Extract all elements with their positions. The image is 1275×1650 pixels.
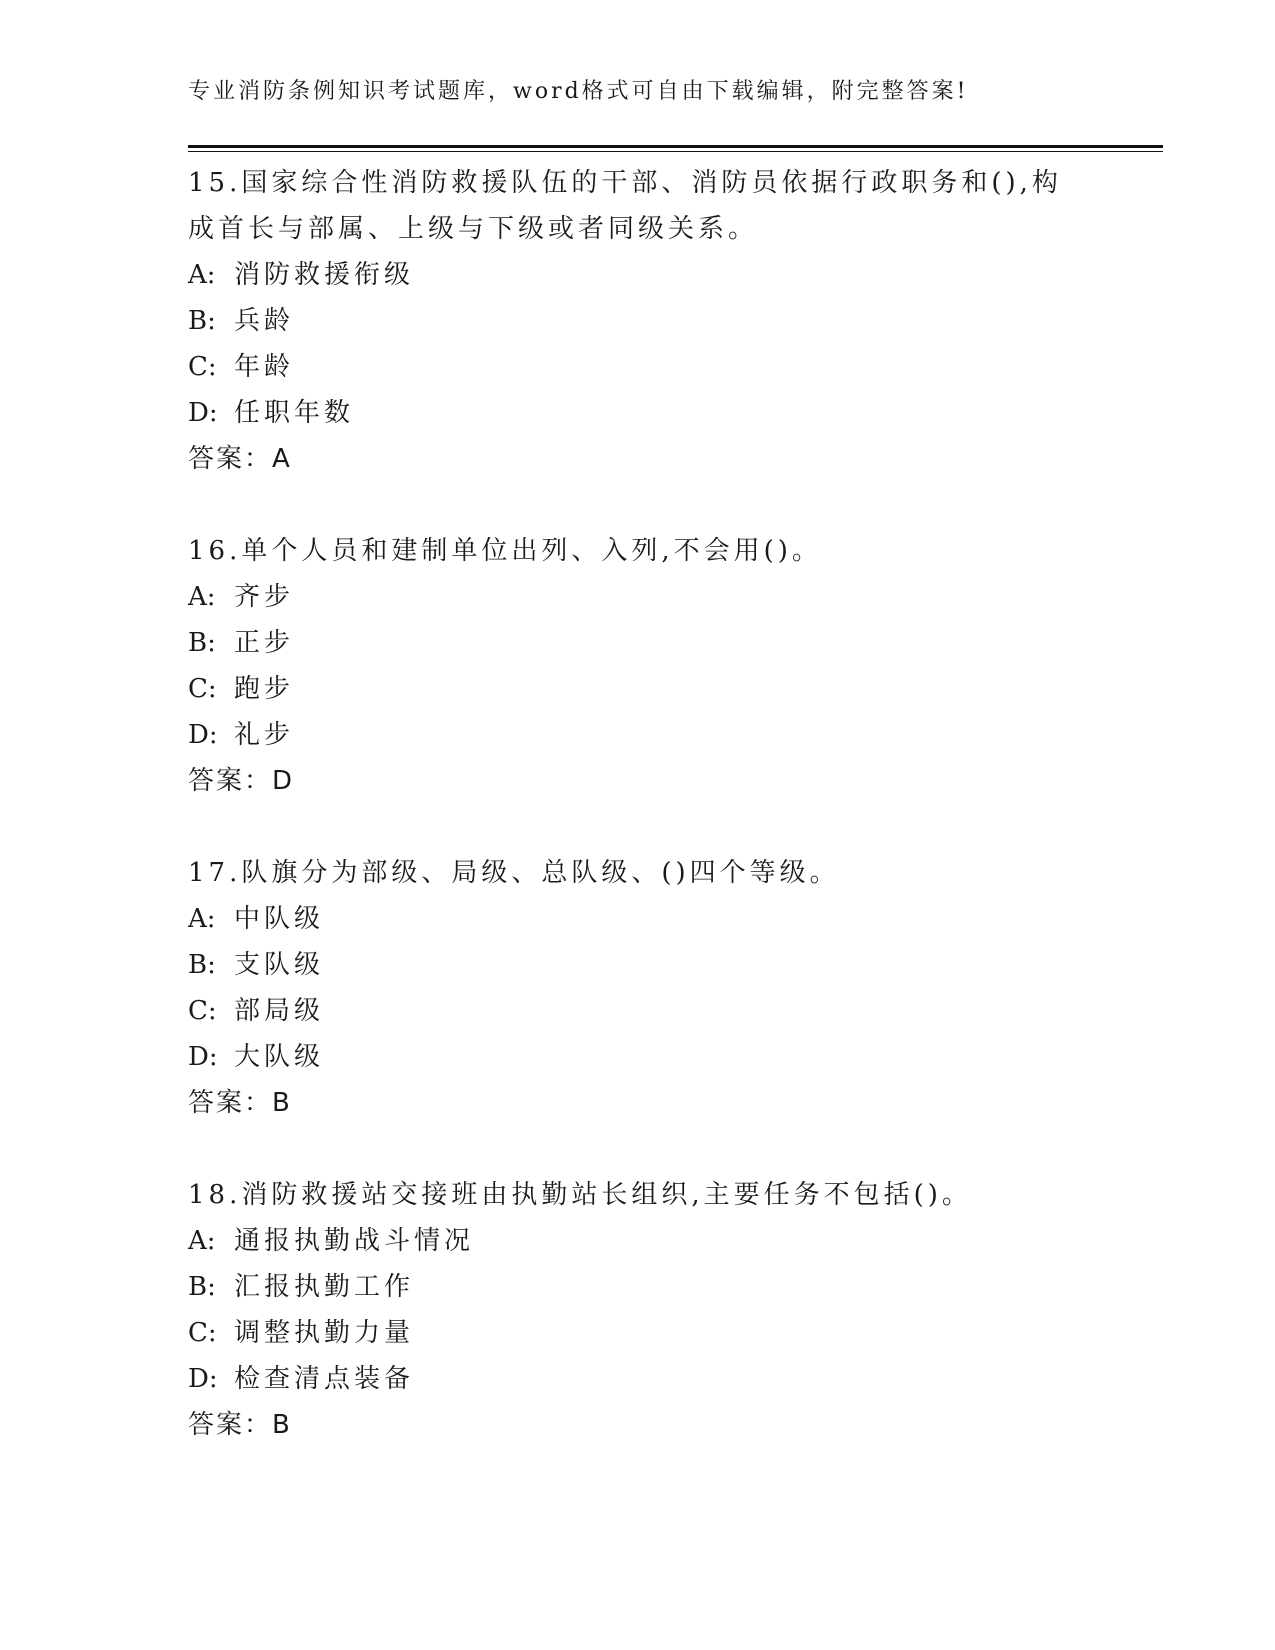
- option-text: 正步: [234, 628, 295, 658]
- answer-line: 答案：A: [188, 444, 292, 474]
- option-b: [188, 1264, 1088, 1310]
- answer-line: 答案：B: [188, 1088, 292, 1118]
- option-letter: D:: [188, 1364, 218, 1394]
- option-text: 兵龄: [234, 306, 295, 336]
- option-letter: C:: [188, 352, 217, 382]
- option-letter: A:: [188, 904, 216, 934]
- option-letter: D:: [188, 720, 218, 750]
- question-stem: 16.单个人员和建制单位出列、入列,不会用()。: [188, 536, 822, 566]
- option-letter: D:: [188, 1042, 218, 1072]
- option-text: 部局级: [234, 996, 325, 1026]
- header-divider-thin: [188, 151, 1163, 152]
- option-a: [188, 574, 1088, 620]
- option-c: [188, 988, 1088, 1034]
- option-text: 检查清点装备: [234, 1364, 415, 1394]
- answer-line: 答案：D: [188, 766, 295, 796]
- option-text: 任职年数: [234, 398, 355, 428]
- question-16: [188, 528, 1088, 804]
- option-letter: B:: [188, 1272, 216, 1302]
- question-15: [188, 160, 1088, 482]
- option-text: 齐步: [234, 582, 295, 612]
- option-letter: A:: [188, 582, 216, 612]
- question-18: [188, 1172, 1088, 1448]
- option-text: 消防救援衔级: [234, 260, 415, 290]
- option-letter: C:: [188, 996, 217, 1026]
- option-a: [188, 1218, 1088, 1264]
- option-letter: B:: [188, 306, 216, 336]
- option-c: [188, 1310, 1088, 1356]
- option-letter: C:: [188, 674, 217, 704]
- option-c: [188, 666, 1088, 712]
- option-text: 中队级: [234, 904, 325, 934]
- option-letter: C:: [188, 1318, 217, 1348]
- answer-line: 答案：B: [188, 1410, 292, 1440]
- document-header: 专业消防条例知识考试题库，word格式可自由下载编辑，附完整答案!: [188, 79, 969, 104]
- option-letter: B:: [188, 628, 216, 658]
- question-list: [188, 160, 1088, 1494]
- question-stem: 18.消防救援站交接班由执勤站长组织,主要任务不包括()。: [188, 1180, 972, 1210]
- option-b: [188, 942, 1088, 988]
- option-text: 年龄: [234, 352, 295, 382]
- option-b: [188, 620, 1088, 666]
- header-divider-thick: [188, 145, 1163, 148]
- option-d: [188, 390, 1088, 436]
- option-text: 通报执勤战斗情况: [234, 1226, 475, 1256]
- option-letter: A:: [188, 260, 216, 290]
- option-text: 调整执勤力量: [234, 1318, 415, 1348]
- option-text: 汇报执勤工作: [234, 1272, 415, 1302]
- option-c: [188, 344, 1088, 390]
- option-text: 大队级: [234, 1042, 325, 1072]
- option-a: [188, 896, 1088, 942]
- option-d: [188, 1356, 1088, 1402]
- option-text: 跑步: [234, 674, 295, 704]
- option-a: [188, 252, 1088, 298]
- option-text: 支队级: [234, 950, 325, 980]
- option-letter: B:: [188, 950, 216, 980]
- option-letter: D:: [188, 398, 218, 428]
- option-d: [188, 1034, 1088, 1080]
- question-stem: 15.国家综合性消防救援队伍的干部、消防员依据行政职务和(),构成首长与部属、上级与下级或者同级关系。: [188, 168, 1062, 244]
- question-stem: 17.队旗分为部级、局级、总队级、()四个等级。: [188, 858, 840, 888]
- option-letter: A:: [188, 1226, 216, 1256]
- option-b: [188, 298, 1088, 344]
- option-text: 礼步: [234, 720, 295, 750]
- question-17: [188, 850, 1088, 1126]
- option-d: [188, 712, 1088, 758]
